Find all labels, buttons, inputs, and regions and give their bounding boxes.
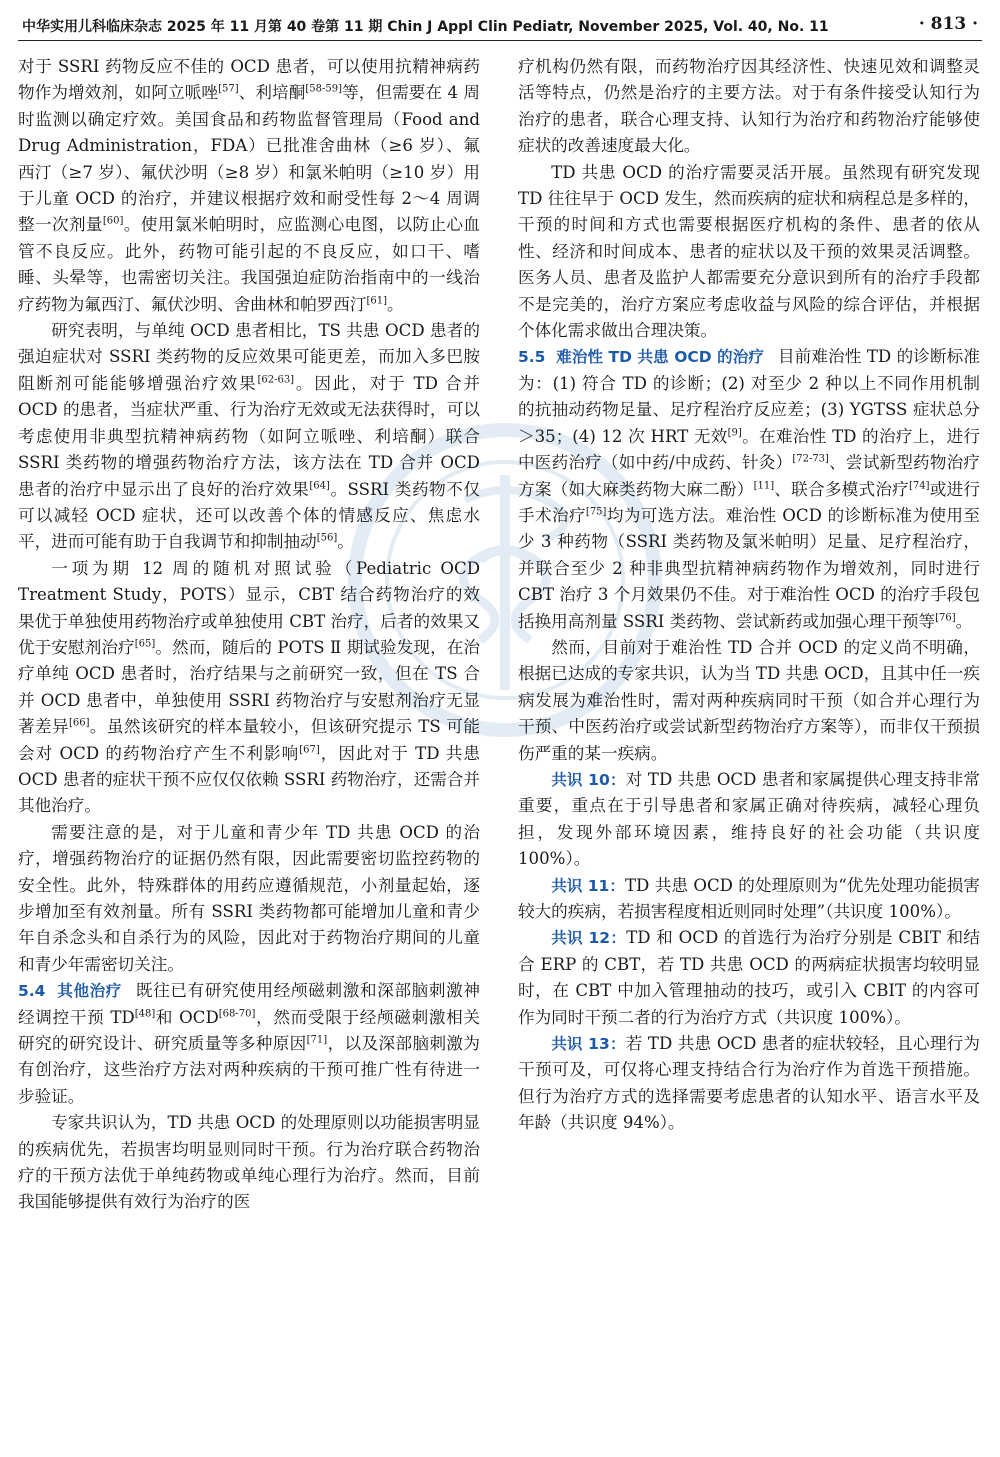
citation-ref[interactable]: [56] — [316, 532, 338, 544]
citation-ref[interactable]: [9] — [727, 427, 742, 439]
consensus-label: 共识 12： — [551, 929, 627, 948]
section-5-5: 5.5 难治性 TD 共患 OCD 的治疗 目前难治性 TD 的诊断标准为：(1) 符合 TD 的诊断；(2) 对至少 2 种以上不同作用机制的抗抽动药物足量、足疗程治疗反应差；(3) YGTSS 症状总分＞35；(4) 12 次 HRT 无效[9]。在难治性 TD 的治疗上，进行中医药治疗（如中药/中成药、针灸）[72-73]、尝试新型药物治疗方案（如大麻类药物大麻二酚）[11]、联合多模式治疗[74]或进行手术治疗[75]均为可选方法。难治性 OCD 的诊断标准为使用至少 3 种药物（SSRI 类药物及氯米帕明）足量、足疗程治疗，并联合至少 2 种非典型抗精神病药物作为增效剂，同时进行 CBT 治疗 3 个月效果仍不佳。对于难治性 OCD 的治疗手段包括换用高剂量 SSRI 类药物、尝试新药或加强心理干预等[76]。 — [518, 347, 981, 631]
section-heading: 难治性 TD 共患 OCD 的治疗 — [556, 348, 764, 367]
right-column — [518, 54, 980, 1137]
citation-ref[interactable]: [66] — [68, 717, 90, 729]
left-column — [18, 54, 480, 1216]
paragraph: 然而，目前对于难治性 TD 合并 OCD 的定义尚不明确，根据已达成的专家共识，认为当 TD 共患 OCD，且其中任一疾病发展为难治性时，需对两种疾病同时干预（如合并心理行为干预、中医药治疗或尝试新型药物治疗方案等），而非仅干预损伤严重的某一疾病。 — [518, 637, 980, 763]
citation-ref[interactable]: [62-63] — [257, 374, 295, 386]
paragraph: 研究表明，与单纯 OCD 患者相比，TS 共患 OCD 患者的强迫症状对 SSRI 类药物的反应效果可能更差，而加入多巴胺阻断剂可能能够增强治疗效果[62-63]。因此，对于 TD 合并 OCD 的患者，当症状严重、行为治疗无效或无法获得时，可以考虑使用非典型抗精神病药物（如阿立哌唑、利培酮）联合 SSRI 类药物的增强药物治疗方法，该方法在 TD 合并 OCD 患者的治疗中显示出了良好的治疗效果[64]。SSRI 类药物不仅可以减轻 OCD 症状，还可以改善个体的情感反应、焦虑水平，进而可能有助于自我调节和抑制抽动[56]。 — [18, 321, 481, 552]
citation-ref[interactable]: [58-59] — [305, 83, 343, 95]
citation-ref[interactable]: [74] — [908, 479, 930, 491]
section-number: 5.4 — [18, 982, 46, 1001]
citation-ref[interactable]: [57] — [218, 83, 239, 95]
citation-ref[interactable]: [61] — [366, 295, 387, 307]
paragraph: 专家共识认为，TD 共患 OCD 的处理原则以功能损害明显的疾病优先，若损害均明显则同时干预。行为治疗联合药物治疗的干预方法优于单纯药物或单纯心理行为治疗。然而，目前我国能够提供有效行为治疗的医 — [18, 1113, 480, 1212]
paragraph: 需要注意的是，对于儿童和青少年 TD 共患 OCD 的治疗，增强药物治疗的证据仍然有限，因此需要密切监控药物的安全性。此外，特殊群体的用药应遵循规范，小剂量起始，逐步增加至有效剂量。所有 SSRI 类药物都可能增加儿童和青少年自杀念头和自杀行为的风险，因此对于药物治疗期间的儿童和青少年需密切关注。 — [18, 822, 480, 974]
paragraph: 疗机构仍然有限，而药物治疗因其经济性、快速见效和调整灵活等特点，仍然是治疗的主要方法。对于有条件接受认知行为治疗的患者，联合心理支持、认知行为治疗和药物治疗能够使症状的改善速度最大化。 — [518, 57, 980, 156]
section-number: 5.5 — [518, 348, 546, 367]
paragraph: 一项为期 12 周的随机对照试验（Pediatric OCD Treatment Study，POTS）显示，CBT 结合药物治疗的效果优于单独使用药物治疗或单独使用 CBT 治疗，后者的效果又优于安慰剂治疗[65]。然而，随后的 POTS Ⅱ 期试验发现，在治疗单纯 OCD 患者时，治疗结果与之前研究一致，但在 TS 合并 OCD 患者中，单独使用 SSRI 药物治疗与安慰剂治疗无显著差异[66]。虽然该研究的样本量较小，但该研究提示 TS 可能会对 OCD 的药物治疗产生不利影响[67]，因此对于 TD 共患 OCD 患者的症状干预不应仅仅依赖 SSRI 药物治疗，还需合并其他治疗。 — [18, 558, 481, 816]
consensus-11: 共识 11：TD 共患 OCD 的处理原则为“优先处理功能损害较大的疾病，若损害程度相近则同时处理”（共识度 100%）。 — [518, 875, 980, 921]
citation-ref[interactable]: [64] — [309, 479, 330, 491]
consensus-label: 共识 13： — [551, 1035, 626, 1054]
consensus-label: 共识 11： — [551, 876, 625, 895]
paragraph: TD 共患 OCD 的治疗需要灵活开展。虽然现有研究发现 TD 往往早于 OCD 发生，然而疾病的症状和病程总是多样的，干预的时间和方式也需要根据医疗机构的条件、患者的依从性、经济和时间成本、患者的症状以及干预的效果灵活调整。医务人员、患者及监护人都需要充分意识到所有的治疗手段都不是完美的，治疗方案应考虑收益与风险的综合评估，并根据个体化需求做出合理决策。 — [518, 162, 980, 341]
citation-ref[interactable]: [67] — [299, 744, 320, 756]
citation-ref[interactable]: [68-70] — [218, 1008, 256, 1020]
citation-ref[interactable]: [75] — [585, 506, 607, 518]
consensus-label: 共识 10： — [551, 770, 626, 789]
consensus-13: 共识 13：若 TD 共患 OCD 患者的症状较轻，且心理行为干预可及，可仅将心理支持结合行为治疗作为首选干预措施。但行为治疗方式的选择需要考虑患者的认知水平、语言水平及年龄（共识度 94%）。 — [518, 1034, 981, 1133]
citation-ref[interactable]: [76] — [935, 612, 956, 623]
section-heading: 其他治疗 — [57, 982, 122, 1001]
citation-ref[interactable]: [71] — [306, 1034, 328, 1046]
running-header — [18, 10, 982, 41]
citation-ref[interactable]: [72-73] — [792, 453, 829, 465]
section-5-4: 5.4 其他治疗 既往已有研究使用经颅磁刺激和深部脑刺激神经调控干预 TD[48]和 OCD[68-70]，然而受限于经颅磁刺激相关研究的研究设计、研究质量等多种原因[71]，以及深部脑刺激为有创治疗，这些治疗方法对两种疾病的干预可推广性有待进一步验证。 — [18, 981, 481, 1106]
citation-ref[interactable]: [60] — [102, 215, 124, 227]
citation-ref[interactable]: [65] — [134, 638, 156, 650]
page-number: · 813 · — [918, 14, 978, 34]
citation-ref[interactable]: [48] — [134, 1008, 156, 1020]
citation-ref[interactable]: [11] — [753, 479, 775, 491]
consensus-10: 共识 10：对 TD 共患 OCD 患者和家属提供心理支持非常重要，重点在于引导患者和家属正确对待疾病，减轻心理负担，发现外部环境因素，维持良好的社会功能（共识度 100%）。 — [518, 769, 981, 869]
consensus-12: 共识 12：TD 和 OCD 的首选行为治疗分别是 CBIT 和结合 ERP 的 CBT，若 TD 共患 OCD 的两病症状损害均较明显时，在 CBT 中加入管理抽动的技巧，或引入 CBIT 的内容可作为同时干预二者的行为治疗方式（共识度 100%）。 — [518, 928, 981, 1027]
journal-citation: 中华实用儿科临床杂志 2025 年 11 月第 40 卷第 11 期 Chin J Appl Clin Pediatr, November 2025, Vol. 40, No. 11 — [22, 19, 829, 35]
paragraph: 对于 SSRI 药物反应不佳的 OCD 患者，可以使用抗精神病药物作为增效剂，如阿立哌唑[57]、利培酮[58-59]等，但需要在 4 周时监测以确定疗效。美国食品和药物监督管理局（Food and Drug Administration，FDA）已批准舍曲林（≥6 岁）、氟西汀（≥7 岁）、氟伏沙明（≥8 岁）和氯米帕明（≥10 岁）用于儿童 OCD 的治疗，并建议根据疗效和耐受性每 2～4 周调整一次剂量[60]。使用氯米帕明时，应监测心电图，以防止心血管不良反应。此外，药物可能引起的不良反应，如口干、嗜睡、头晕等，也需密切关注。我国强迫症防治指南中的一线治疗药物为氟西汀、氟伏沙明、舍曲林和帕罗西汀[61]。 — [18, 57, 481, 314]
